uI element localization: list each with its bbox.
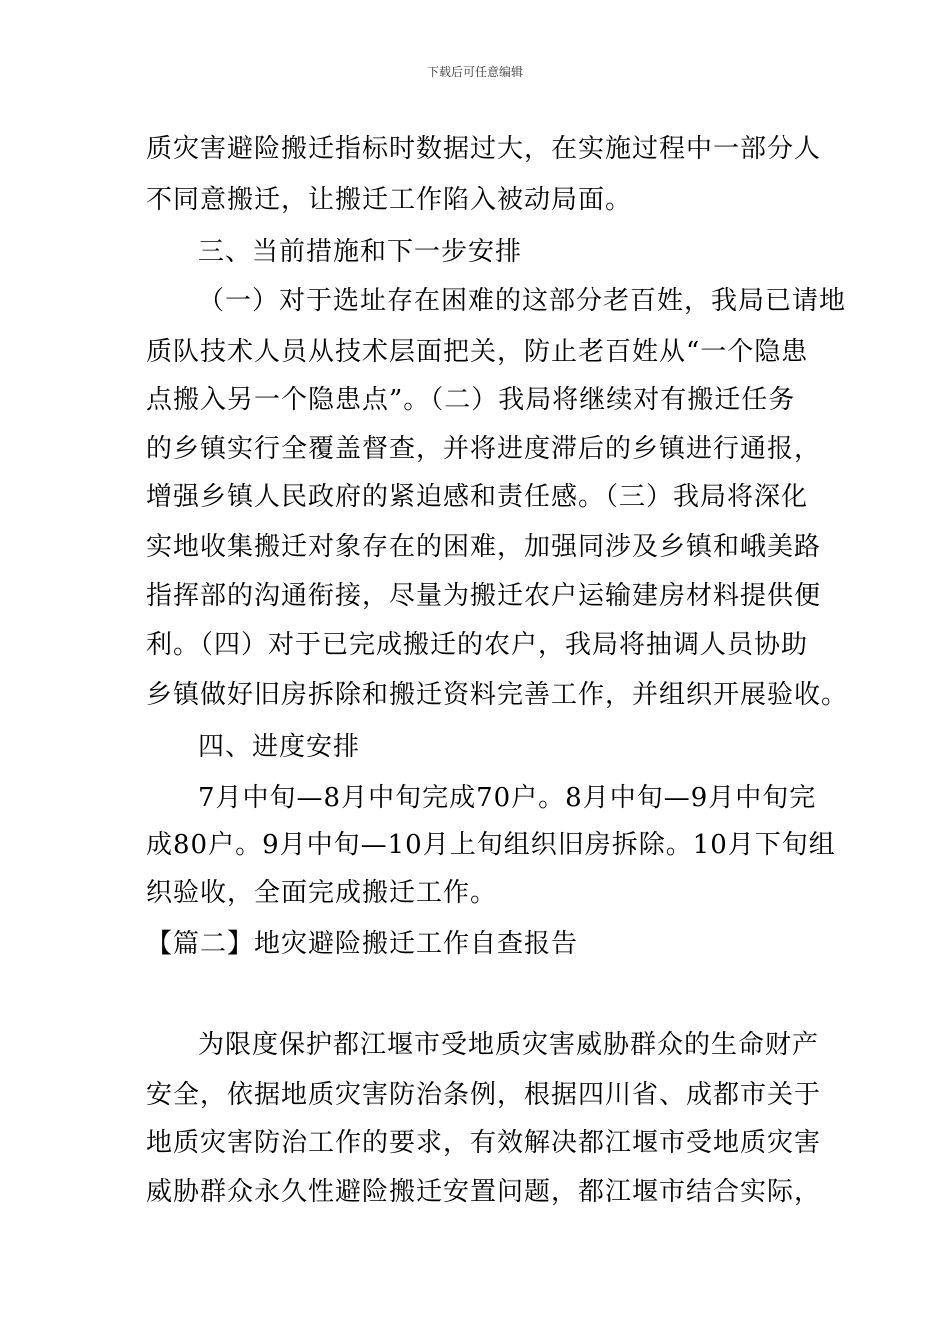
body-line: 增强乡镇人民政府的紧迫感和责任感。（三）我局将深化 [146, 482, 809, 512]
body-line: 点搬入另一个隐患点”。（二）我局将继续对有搬迁任务 [146, 385, 796, 415]
body-line: 威胁群众永久性避险搬迁安置问题，都江堰市结合实际， [146, 1177, 822, 1207]
body-line: 质队技术人员从技术层面把关，防止老百姓从“一个隐患 [146, 337, 809, 367]
body-line: 7月中旬—8月中旬完成70户。8月中旬—9月中旬完 [198, 783, 817, 813]
body-line: 实地收集搬迁对象存在的困难，加强同涉及乡镇和峨美路 [146, 532, 822, 562]
section-heading: 四、进度安排 [198, 732, 361, 762]
body-line: 的乡镇实行全覆盖督查，并将进度滞后的乡镇进行通报， [146, 434, 822, 464]
body-line: 指挥部的沟通衔接，尽量为搬迁农户运输建房材料提供便 [146, 581, 822, 611]
download-note: 下载后可任意编辑 [426, 65, 523, 79]
body-line: 织验收，全面完成搬迁工作。 [146, 878, 498, 908]
body-line: 为限度保护都江堰市受地质灾害威胁群众的生命财产 [198, 1030, 820, 1060]
section-heading: 三、当前措施和下一步安排 [198, 237, 523, 267]
body-line: 安全，依据地质灾害防治条例，根据四川省、成都市关于 [146, 1080, 822, 1110]
body-line: 成80户。9月中旬—10月上旬组织旧房拆除。10月下旬组 [146, 830, 836, 860]
body-line: 不同意搬迁，让搬迁工作陷入被动局面。 [146, 185, 633, 215]
body-line: 地质灾害防治工作的要求，有效解决都江堰市受地质灾害 [146, 1128, 822, 1158]
body-line: （一）对于选址存在困难的这部分老百姓，我局已请地 [198, 286, 847, 316]
body-line: 质灾害避险搬迁指标时数据过大，在实施过程中一部分人 [146, 134, 822, 164]
article-title: 【篇二】地灾避险搬迁工作自查报告 [146, 929, 579, 959]
body-line: 乡镇做好旧房拆除和搬迁资料完善工作，并组织开展验收。 [146, 680, 849, 710]
body-line: 利。（四）对于已完成搬迁的农户，我局将抽调人员协助 [146, 630, 809, 660]
